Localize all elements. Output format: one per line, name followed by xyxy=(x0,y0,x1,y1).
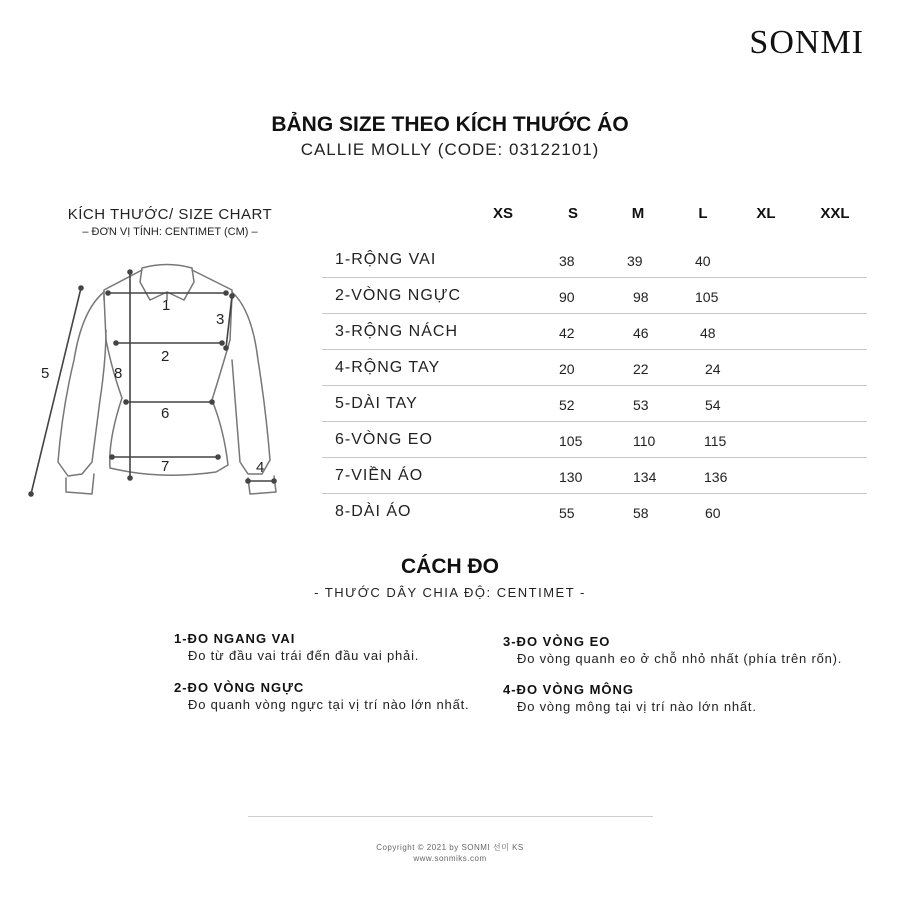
marker-6: 6 xyxy=(161,405,170,422)
size-header-xs: XS xyxy=(492,205,513,222)
row-label-chest: 2-VÒNG NGỰC xyxy=(335,287,462,304)
table-cell: 46 xyxy=(633,325,649,341)
row-label-hem: 7-VIỀN ÁO xyxy=(335,467,424,484)
size-header-m: M xyxy=(631,205,645,222)
marker-7: 7 xyxy=(161,458,170,475)
left-sleeve xyxy=(58,292,106,476)
table-cell: 42 xyxy=(559,325,575,341)
body-outline xyxy=(104,295,232,475)
table-cell: 54 xyxy=(705,397,721,413)
left-shoulder xyxy=(104,270,142,300)
table-cell: 53 xyxy=(633,397,649,413)
table-cell: 134 xyxy=(633,469,657,485)
copyright-text: Copyright © 2021 by SONMI 선미 KS xyxy=(376,843,524,852)
row-divider xyxy=(322,349,867,350)
table-cell: 105 xyxy=(695,289,719,305)
measure-item-desc: Đo vòng quanh eo ở chỗ nhỏ nhất (phía trên rốn). xyxy=(517,651,843,666)
table-cell: 22 xyxy=(633,361,649,377)
table-cell: 60 xyxy=(705,505,721,521)
row-divider xyxy=(322,457,867,458)
measure-item-title: 1-ĐO NGANG VAI xyxy=(174,631,296,646)
row-label-sleeve-length: 5-DÀI TAY xyxy=(335,395,418,412)
table-cell: 55 xyxy=(559,505,575,521)
measure-item-title: 3-ĐO VÒNG EO xyxy=(503,634,611,649)
size-header-xl: XL xyxy=(756,205,776,222)
size-header-s: S xyxy=(567,205,578,222)
measure-item-desc: Đo quanh vòng ngực tại vị trí nào lớn nhất. xyxy=(188,697,470,712)
measure-item-title: 4-ĐO VÒNG MÔNG xyxy=(503,682,635,697)
measure-subtitle: - THƯỚC DÂY CHIA ĐỘ: CENTIMET - xyxy=(314,585,586,600)
row-label-waist: 6-VÒNG EO xyxy=(335,431,433,448)
table-cell: 24 xyxy=(705,361,721,377)
table-cell: 52 xyxy=(559,397,575,413)
marker-2: 2 xyxy=(161,348,170,365)
diagram-unit: – ĐƠN VỊ TÍNH: CENTIMET (CM) – xyxy=(82,226,258,238)
row-divider xyxy=(322,277,867,278)
table-cell: 110 xyxy=(633,433,656,449)
table-cell: 58 xyxy=(633,505,649,521)
right-cuff xyxy=(248,476,276,494)
row-divider xyxy=(322,421,867,422)
row-divider xyxy=(322,493,867,494)
marker-4: 4 xyxy=(256,459,265,476)
marker-1: 1 xyxy=(162,297,171,314)
shirt-diagram xyxy=(0,0,320,520)
table-cell: 136 xyxy=(704,469,728,485)
table-cell: 38 xyxy=(559,253,575,269)
table-cell: 98 xyxy=(633,289,649,305)
size-header-xxl: XXL xyxy=(820,205,850,222)
size-header-l: L xyxy=(698,205,708,222)
page-title: BẢNG SIZE THEO KÍCH THƯỚC ÁO xyxy=(271,113,629,136)
row-divider xyxy=(322,385,867,386)
measure-title: CÁCH ĐO xyxy=(401,555,499,578)
table-cell: 39 xyxy=(627,253,643,269)
measure-item-desc: Đo từ đầu vai trái đến đầu vai phải. xyxy=(188,648,420,663)
website-link[interactable]: www.sonmiks.com xyxy=(413,854,487,863)
table-cell: 105 xyxy=(559,433,583,449)
table-cell: 115 xyxy=(704,433,727,449)
row-label-armhole: 3-RỘNG NÁCH xyxy=(335,323,459,340)
marker-5: 5 xyxy=(41,365,50,382)
footer-divider xyxy=(248,816,653,817)
table-cell: 40 xyxy=(695,253,711,269)
brand-logo: SONMI xyxy=(749,24,864,61)
row-label-sleeve-width: 4-RỘNG TAY xyxy=(335,359,441,376)
left-cuff xyxy=(66,474,94,494)
measure-item-title: 2-ĐO VÒNG NGỰC xyxy=(174,680,305,695)
row-label-shoulder: 1-RỘNG VAI xyxy=(335,251,437,268)
right-sleeve xyxy=(232,292,270,474)
table-cell: 130 xyxy=(559,469,583,485)
table-cell: 20 xyxy=(559,361,575,377)
product-subtitle: CALLIE MOLLY (CODE: 03122101) xyxy=(300,140,600,159)
row-label-length: 8-DÀI ÁO xyxy=(335,503,412,520)
table-cell: 90 xyxy=(559,289,575,305)
measure-item-desc: Đo vòng mông tại vị trí nào lớn nhất. xyxy=(517,699,757,714)
marker-3: 3 xyxy=(216,311,225,328)
diagram-caption: KÍCH THƯỚC/ SIZE CHART xyxy=(67,206,273,223)
marker-8: 8 xyxy=(114,365,123,382)
row-divider xyxy=(322,313,867,314)
table-cell: 48 xyxy=(700,325,716,341)
